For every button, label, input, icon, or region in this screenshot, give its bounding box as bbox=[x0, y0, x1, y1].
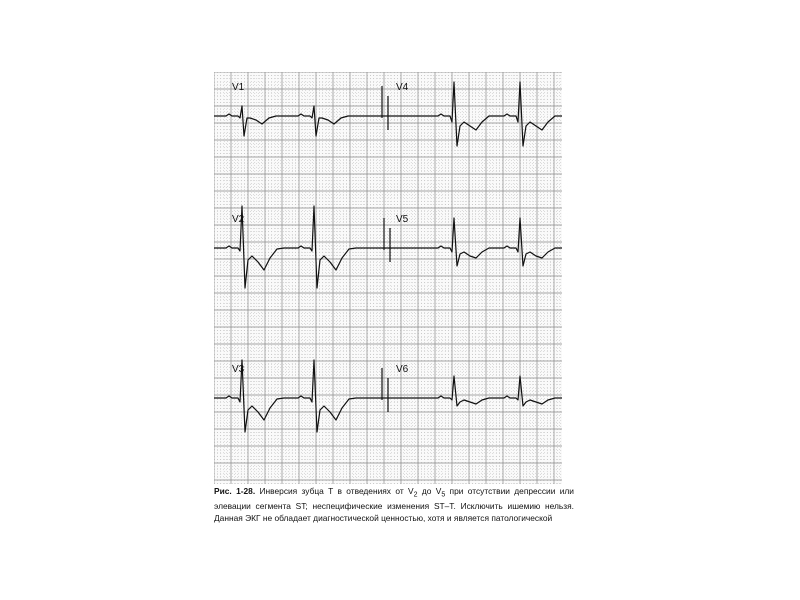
lead-label-v4: V4 bbox=[396, 82, 409, 93]
figure-caption bbox=[214, 486, 574, 524]
lead-label-v3: V3 bbox=[232, 364, 245, 375]
lead-label-v2: V2 bbox=[232, 214, 245, 225]
caption-text-1: Инверсия зубца T в отведениях от V bbox=[255, 486, 414, 496]
lead-label-v6: V6 bbox=[396, 364, 409, 375]
ecg-grid-chart bbox=[214, 72, 562, 484]
caption-sub-2: 2 bbox=[413, 491, 418, 499]
caption-sub-5: 5 bbox=[441, 491, 446, 499]
caption-text-3: при отсутствии депрессии или элевации сегмента ST; неспецифические изменения ST–T. Исключить ишемию нельзя. Данная ЭКГ не обладает диагностической ценностью, хотя и является патологической bbox=[214, 486, 574, 523]
figure-label: Рис. 1-28. bbox=[214, 486, 256, 496]
ecg-figure bbox=[214, 72, 562, 484]
lead-label-v1: V1 bbox=[232, 82, 245, 93]
lead-label-v5: V5 bbox=[396, 214, 409, 225]
caption-text-2: до V bbox=[417, 486, 442, 496]
